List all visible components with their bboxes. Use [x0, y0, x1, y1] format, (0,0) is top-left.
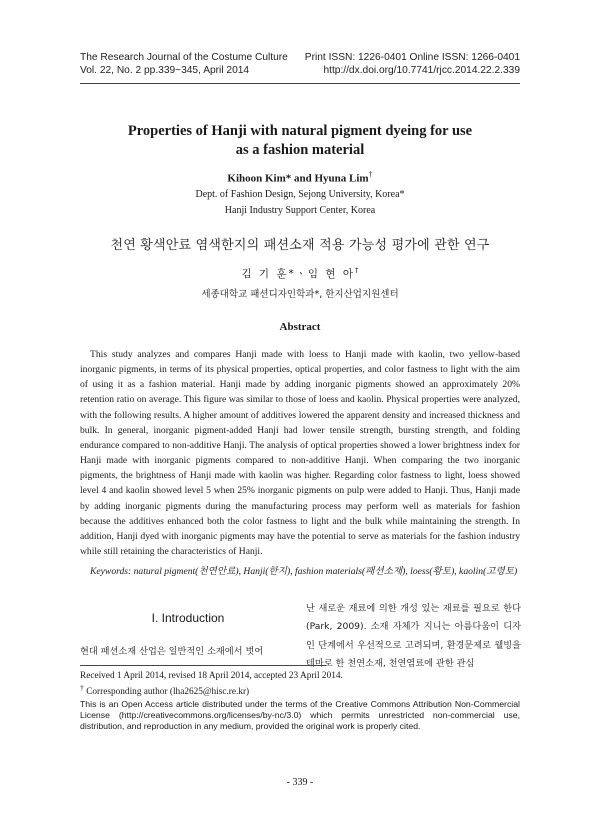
doi-link[interactable]: http://dx.doi.org/10.7741/rjcc.2014.22.2.339 — [323, 64, 520, 76]
abstract-body: This study analyzes and compares Hanji made with loess to Hanji made with kaolin, two yellow-based inorganic pigments, in terms of its physical properties, optical properties, and color fastness to light with the aim of using it as a fashion material. Hanji made by adding inorganic pigments showed an approximately 20% retention ratio on average. This figure was similar to those of loess and kaolin. Physical properties were analyzed, with the following results. A higher amount of additives lowered the apparent density and increased thickness and bulk. In general, inorganic pigment-added Hanji had lower tensile strength, bursting strength, and folding endurance compared to non-additive Hanji. The analysis of optical properties showed a lower brightness index for Hanji made with inorganic pigments compared to non-additive Hanji. When comparing the two inorganic pigments, the brightness of Hanji made with kaolin was higher. Regarding color fastness to light, loess showed level 4 and kaolin showed level 5 when 25% inorganic pigments on pulp were added to Hanji. Thus, Hanji made by adding inorganic pigments during the manufacturing process may perform well as materials for fashion because the additives enhanced both the color fastness to light and the bulk while maintaining the strength. In addition, Hanji dyed with inorganic pigments may have the potential to serve as materials for the fashion industry while still retaining the characteristics of Hanji. — [80, 349, 520, 558]
issn-info — [305, 52, 520, 77]
abstract-heading: Abstract — [279, 321, 321, 333]
journal-name: The Research Journal of the Costume Culture — [80, 52, 288, 63]
intro-column-2: 난 새로운 재료에 의한 개성 있는 재료를 필요로 한다(Park, 2009). 소재 자체가 지니는 아름다움이 디자인 단계에서 우선적으로 고려되며, 환경문제로 웰빙을 테마로 한 천연소재, 천연염료에 관한 관심 — [306, 603, 521, 669]
title-line-1: Properties of Hanji with natural pigment dyeing for use — [127, 123, 473, 139]
keywords: Keywords: natural pigment(천연안료), Hanji(한지), fashion materials(패션소재), loess(황토), kaolin(고령토) — [90, 566, 518, 577]
footnote-rule — [80, 665, 326, 666]
dagger-mark: † — [80, 683, 84, 692]
korean-title: 천연 황색안료 염색한지의 패션소재 적용 가능성 평가에 관한 연구 — [110, 238, 490, 253]
corresponding-mark: † — [368, 170, 373, 179]
corresponding-author-text: Corresponding author (lha2625@hisc.re.kr) — [86, 687, 250, 698]
author-list: Kihoon Kim* and Hyuna Lim — [227, 172, 369, 185]
issn-line: Print ISSN: 1226-0401 Online ISSN: 1266-0401 — [304, 52, 520, 63]
license-note: This is an Open Access article distributed under the terms of the Creative Commons Attribution Non-Commercial License (http://creativecommons.org/licenses/by-nc/3.0) which permits unrestricted non-commercial use, distribution, and reproduction in any medium, provided the original work is properly cited. — [80, 699, 520, 732]
section-heading-introduction: I. Introduction — [151, 611, 225, 625]
journal-info — [80, 52, 288, 77]
korean-author-list: 김 기 훈*ㆍ임 현 아 — [241, 268, 356, 280]
volume-line: Vol. 22, No. 2 pp.339~345, April 2014 — [80, 64, 250, 76]
title-line-2: as a fashion material — [235, 142, 365, 158]
affiliation-2: Hanji Industry Support Center, Korea — [224, 205, 376, 216]
korean-authors — [80, 266, 520, 281]
intro-column-1: 현대 패션소재 산업은 일반적인 소재에서 벗어 — [80, 646, 264, 657]
page-number: - 339 - — [286, 777, 314, 788]
corresponding-author — [80, 682, 520, 698]
korean-affiliation: 세종대학교 패션디자인학과*, 한지산업지원센터 — [201, 289, 399, 300]
affiliation-1: Dept. of Fashion Design, Sejong University, Korea* — [195, 189, 405, 200]
korean-corresponding-mark: † — [355, 266, 359, 275]
received-dates: Received 1 April 2014, revised 18 April 2014, accepted 23 April 2014. — [80, 671, 343, 681]
paper-title — [80, 122, 520, 160]
author-names — [80, 170, 520, 185]
footnotes — [80, 671, 520, 732]
header-rule — [80, 83, 520, 84]
